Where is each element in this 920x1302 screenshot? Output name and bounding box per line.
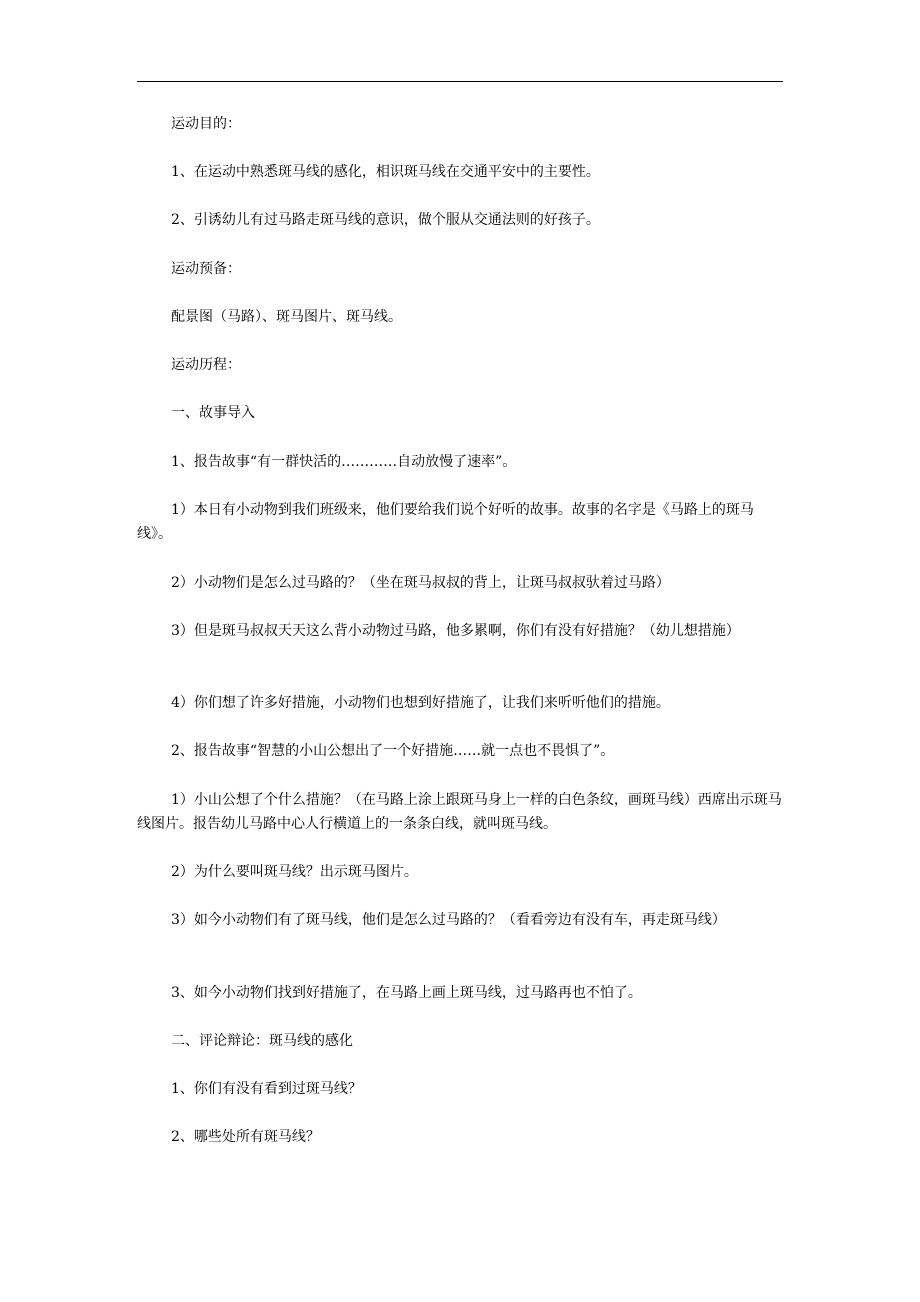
goal-item-1: 1、在运动中熟悉斑马线的感化，相识斑马线在交通平安中的主要性。 — [171, 164, 600, 180]
discussion-question-1: 1、你们有没有看到过斑马线？ — [171, 1081, 362, 1097]
heading-activity-goals: 运动目的： — [171, 116, 241, 132]
step-1-item-3: 3）但是斑马叔叔天天这么背小动物过马路，他多累啊，你们有没有好措施？（幼儿想措施） — [171, 623, 740, 639]
goal-item-2: 2、引诱幼儿有过马路走斑马线的意识，做个服从交通法则的好孩子。 — [171, 212, 600, 228]
step-1-item-1: 1）本日有小动物到我们班级来，他们要给我们说个好听的故事。故事的名字是《马路上的斑马线》。 — [137, 502, 754, 542]
step-2-item-1: 1）小山公想了个什么措施？（在马路上涂上跟斑马身上一样的白色条纹，画斑马线）西席出示斑马线图片。报告幼儿马路中心人行横道上的一条条白线，就叫斑马线。 — [137, 792, 782, 832]
step-3: 3、如今小动物们找到好措施了，在马路上画上斑马线，过马路再也不怕了。 — [171, 985, 642, 1001]
step-1-item-2: 2）小动物们是怎么过马路的？（坐在斑马叔叔的背上，让斑马叔叔驮着过马路） — [171, 575, 670, 591]
preparation-materials: 配景图（马路）、斑马图片、斑马线。 — [171, 309, 402, 325]
heading-activity-process: 运动历程： — [171, 357, 241, 373]
step-2-item-2: 2）为什么要叫斑马线？出示斑马图片。 — [171, 864, 418, 880]
heading-activity-preparation: 运动预备： — [171, 261, 241, 277]
section-2-heading: 二、评论辩论：斑马线的感化 — [171, 1033, 353, 1049]
discussion-question-2: 2、哪些处所有斑马线？ — [171, 1129, 320, 1145]
step-1-tell-story: 1、报告故事“有一群快活的…………自动放慢了速率”。 — [171, 454, 517, 470]
step-2-item-3: 3）如今小动物们有了斑马线，他们是怎么过马路的？（看看旁边有没有车，再走斑马线） — [171, 912, 726, 928]
header-rule — [137, 81, 783, 82]
step-1-item-4: 4）你们想了许多好措施，小动物们也想到好措施了，让我们来听听他们的措施。 — [171, 695, 670, 711]
step-2-tell-story: 2、报告故事“智慧的小山公想出了一个好措施……就一点也不畏惧了”。 — [171, 743, 615, 759]
section-1-heading: 一、故事导入 — [171, 405, 255, 421]
